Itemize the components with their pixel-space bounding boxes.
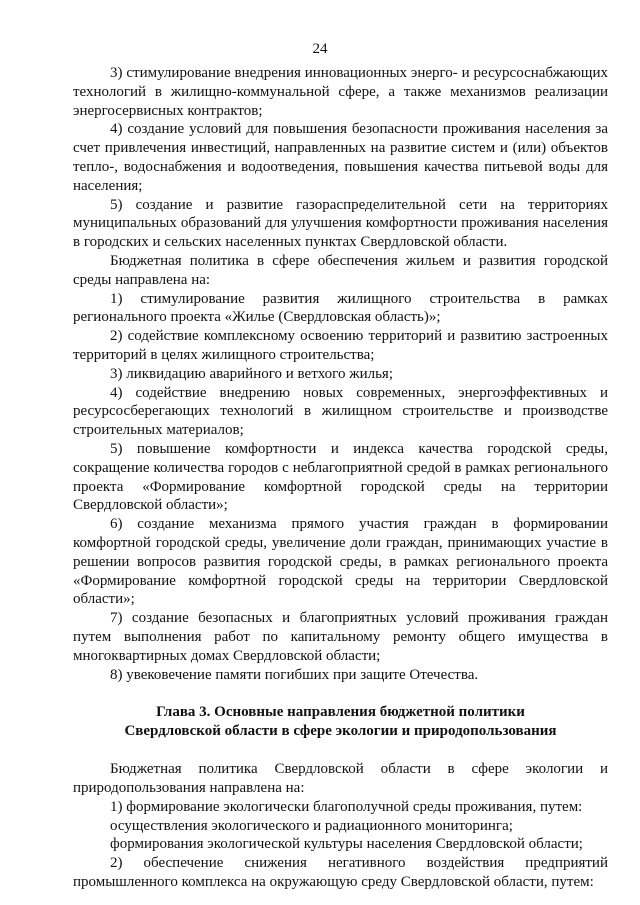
- chapter-heading-line-1: Глава 3. Основные направления бюджетной политики: [156, 704, 525, 721]
- paragraph-housing-4: 4) содействие внедрению новых современных, энергоэффективных и ресурсосберегающих технологий в жилищном строительстве и производстве строительных материалов;: [73, 384, 608, 439]
- paragraph-item-4: 4) создание условий для повышения безопасности проживания населения за счет привлечения инвестиций, направленных на развитие систем и (или) объектов тепло-, водоснабжения и водоотведения, повышения качества питьевой воды для населения;: [73, 121, 608, 194]
- paragraph-housing-1: 1) стимулирование развития жилищного строительства в рамках регионального проекта «Жилье (Свердловская область)»;: [73, 290, 608, 326]
- paragraph-housing-2: 2) содействие комплексному освоению территорий и развитию застроенных территорий в целях жилищного строительства;: [73, 328, 608, 363]
- chapter-heading: [73, 703, 608, 741]
- paragraph-housing-5: 5) повышение комфортности и индекса качества городской среды, сокращение количества городов с неблагоприятной средой в рамках регионального проекта «Формирование комфортной городской среды на территории Свердловской области»;: [73, 440, 608, 514]
- paragraph-housing-7: 7) создание безопасных и благоприятных условий проживания граждан путем выполнения работ по капитальному ремонту общего имущества в многоквартирных домах Свердловской области;: [73, 610, 608, 664]
- paragraph-ecology-1a: осуществления экологического и радиационного мониторинга;: [110, 817, 513, 834]
- paragraph-item-5: 5) создание и развитие газораспределительной сети на территориях муниципальных образований для улучшения комфортности проживания населения в городских и сельских населенных пунктах Свердловской области.: [73, 196, 608, 251]
- paragraph-housing-intro: Бюджетная политика в сфере обеспечения жильем и развития городской среды направлена на:: [73, 252, 608, 288]
- paragraph-ecology-intro: Бюджетная политика Свердловской области в сфере экологии и природопользования направлена на:: [73, 761, 608, 797]
- paragraph-ecology-2: 2) обеспечение снижения негативного воздействия предприятий промышленного комплекса на окружающую среду Свердловской области, путем:: [73, 855, 608, 891]
- paragraph-ecology-1b: формирования экологической культуры населения Свердловской области;: [110, 836, 583, 853]
- paragraph-housing-8: 8) увековечение памяти погибших при защите Отечества.: [110, 666, 479, 683]
- paragraph-item-3: 3) стимулирование внедрения инновационных энерго- и ресурсоснабжающих технологий в жилищно-коммунальной сфере, а также механизмов реализации энергосервисных контрактов;: [73, 65, 608, 119]
- page-number: 24: [312, 41, 328, 57]
- paragraph-housing-3: 3) ликвидацию аварийного и ветхого жилья;: [110, 365, 393, 382]
- paragraph-housing-6: 6) создание механизма прямого участия граждан в формировании комфортной городской среды, увеличение доли граждан, принимающих участие в решении вопросов развития городской среды, в рамках регионального проекта «Формирование комфортной городской среды на территории Свердловской области»;: [73, 516, 608, 608]
- chapter-heading-line-2: Свердловской области в сфере экологии и природопользования: [124, 723, 557, 740]
- paragraph-ecology-1: 1) формирование экологически благополучной среды проживания, путем:: [110, 798, 583, 815]
- document-body: [73, 64, 608, 892]
